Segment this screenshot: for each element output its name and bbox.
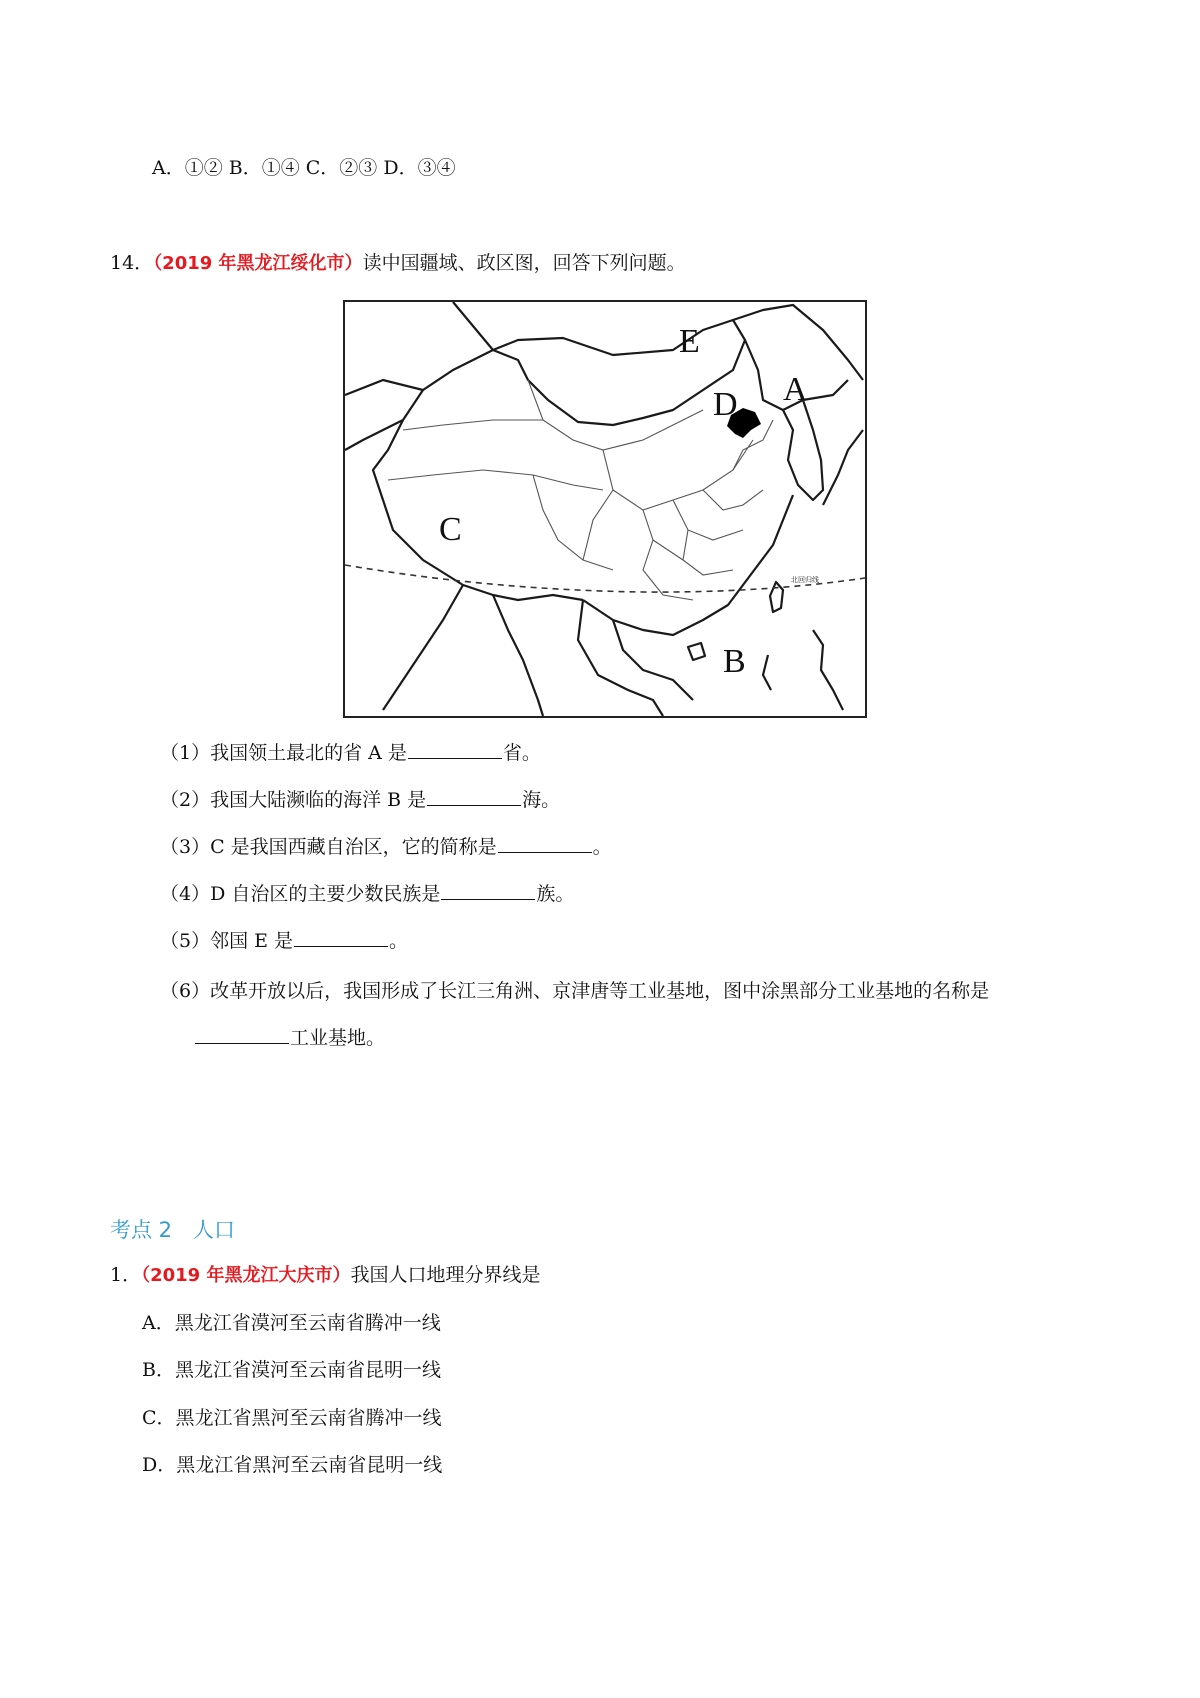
map-label-c: C xyxy=(439,511,462,548)
answer-blank[interactable] xyxy=(195,1025,289,1044)
q14-part-1: （1）我国领土最北的省 A 是 省。 xyxy=(160,742,541,764)
q14-part-5: （5）邻国 E 是 。 xyxy=(160,930,409,952)
china-administrative-map xyxy=(343,300,867,718)
question-text: 读中国疆域、政区图，回答下列问题。 xyxy=(362,252,686,274)
q14-part-6: （6）改革开放以后，我国形成了长江三角洲、京津唐等工业基地，图中涂黑部分工业基地的名称是 xyxy=(160,980,990,1002)
question-1-stem xyxy=(110,1262,540,1289)
tropic-label: 北回归线 xyxy=(791,576,819,584)
answer-blank[interactable] xyxy=(294,928,388,947)
q1-option-a[interactable]: A．黑龙江省漠河至云南省腾冲一线 xyxy=(142,1312,441,1334)
answer-blank[interactable] xyxy=(441,881,535,900)
question-source: （2019 年黑龙江大庆市） xyxy=(141,1265,351,1286)
map-label-d: D xyxy=(713,386,738,423)
previous-question-options xyxy=(152,155,456,181)
question-number: 14． xyxy=(110,252,154,274)
options-line: A．①② B．①④ C．②③ D．③④ xyxy=(152,157,456,179)
answer-blank[interactable] xyxy=(408,740,502,759)
answer-blank[interactable] xyxy=(427,787,521,806)
question-14-stem xyxy=(110,250,686,277)
question-number: 1． xyxy=(110,1264,142,1286)
q14-part-2: （2）我国大陆濒临的海洋 B 是 海。 xyxy=(160,789,561,811)
q14-part-3: （3）C 是我国西藏自治区，它的简称是 。 xyxy=(160,836,612,858)
map-label-b: B xyxy=(723,643,746,680)
map-label-e: E xyxy=(679,323,700,360)
section-heading: 考点 2 人口 xyxy=(110,1218,236,1242)
q14-part-6-continued: 工业基地。 xyxy=(194,1025,385,1051)
q14-part-4: （4）D 自治区的主要少数民族是 族。 xyxy=(160,883,575,905)
answer-blank[interactable] xyxy=(498,834,592,853)
q1-option-d[interactable]: D．黑龙江省黑河至云南省昆明一线 xyxy=(142,1454,443,1476)
q1-option-b[interactable]: B．黑龙江省漠河至云南省昆明一线 xyxy=(142,1359,441,1381)
q1-option-c[interactable]: C．黑龙江省黑河至云南省腾冲一线 xyxy=(142,1407,442,1429)
question-source: （2019 年黑龙江绥化市） xyxy=(153,253,363,274)
map-label-a: A xyxy=(783,371,808,408)
question-text: 我国人口地理分界线是 xyxy=(350,1264,541,1286)
